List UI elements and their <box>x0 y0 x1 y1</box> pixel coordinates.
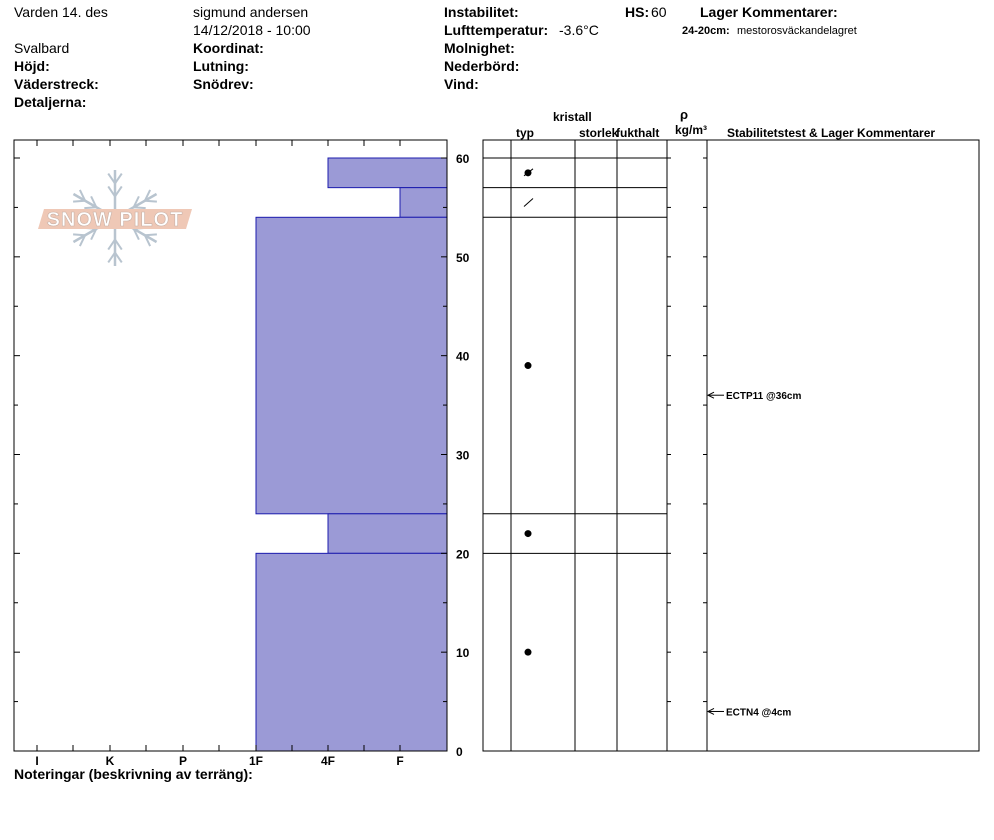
hardness-tick-label: K <box>105 754 115 768</box>
snow-pilot-logo <box>38 170 192 266</box>
location: Varden 14. des <box>14 4 108 20</box>
hardness-bar-2 <box>256 217 447 514</box>
col-stability: Stabilitetstest & Lager Kommentarer <box>727 126 936 140</box>
nederbord-label: Nederbörd: <box>444 58 520 74</box>
lager-kommentarer-label: Lager Kommentarer: <box>700 4 838 20</box>
instabilitet-label: Instabilitet: <box>444 4 519 20</box>
region: Svalbard <box>14 40 70 56</box>
layer-comment-range: 24-20cm: <box>682 25 730 37</box>
koordinat-label: Koordinat: <box>193 40 264 56</box>
col-rho: ρ <box>680 107 689 122</box>
hardness-bar-0 <box>328 158 447 188</box>
svg-text:SNOW PILOT: SNOW PILOT <box>46 209 184 231</box>
observer: sigmund andersen <box>193 4 309 20</box>
lutning-label: Lutning: <box>193 58 249 74</box>
col-kristall: kristall <box>553 110 592 124</box>
col-storlek: storlek <box>579 126 619 140</box>
depth-tick-label: 10 <box>456 646 470 661</box>
depth-tick-label: 40 <box>456 349 470 364</box>
hardness-tick-label: 4F <box>320 754 336 768</box>
depth-tick-label: 0 <box>456 745 463 759</box>
molnighet-label: Molnighet: <box>444 40 515 56</box>
grain-rounded-icon <box>525 649 532 656</box>
lufttemperatur-label: Lufttemperatur: <box>444 22 549 38</box>
depth-tick-label: 50 <box>456 250 470 265</box>
snodrev-label: Snödrev: <box>193 76 254 92</box>
grain-decomposing-icon <box>524 198 533 206</box>
hardness-tick-label: 1F <box>248 754 264 768</box>
layer-table-frame <box>483 140 979 751</box>
hardness-bar-1 <box>400 188 447 218</box>
depth-tick-label: 20 <box>456 547 470 562</box>
hardness-tick-label: P <box>178 754 188 768</box>
hardness-tick-label: F <box>396 754 404 768</box>
depth-tick-label: 60 <box>456 152 470 166</box>
vind-label: Vind: <box>444 76 479 92</box>
stability-test-label: ECTP11 @36cm <box>726 391 802 403</box>
hardness-bar-4 <box>256 553 447 751</box>
grain-rounded-icon <box>525 362 532 369</box>
col-typ: typ <box>516 126 534 140</box>
layer-comment-text: mestorosväckandelagret <box>737 25 857 37</box>
hs-value: 60 <box>651 4 667 20</box>
vaderstreck-label: Väderstreck: <box>14 76 99 92</box>
hardness-bar-3 <box>328 514 447 554</box>
stability-test-label: ECTN4 @4cm <box>726 707 792 719</box>
hs-label: HS: <box>625 4 650 20</box>
datetime: 14/12/2018 - 10:00 <box>193 22 311 38</box>
detaljerna-label: Detaljerna: <box>14 94 87 110</box>
hojd-label: Höjd: <box>14 58 50 74</box>
lufttemperatur-value: -3.6°C <box>559 22 599 38</box>
depth-tick-label: 30 <box>456 448 470 463</box>
col-fukthalt: fukthalt <box>616 126 660 140</box>
grain-rounded-icon <box>525 530 532 537</box>
notes-label: Noteringar (beskrivning av terräng): <box>14 766 253 782</box>
hardness-tick-label: I <box>35 754 39 768</box>
col-density-unit: kg/m³ <box>675 123 708 137</box>
